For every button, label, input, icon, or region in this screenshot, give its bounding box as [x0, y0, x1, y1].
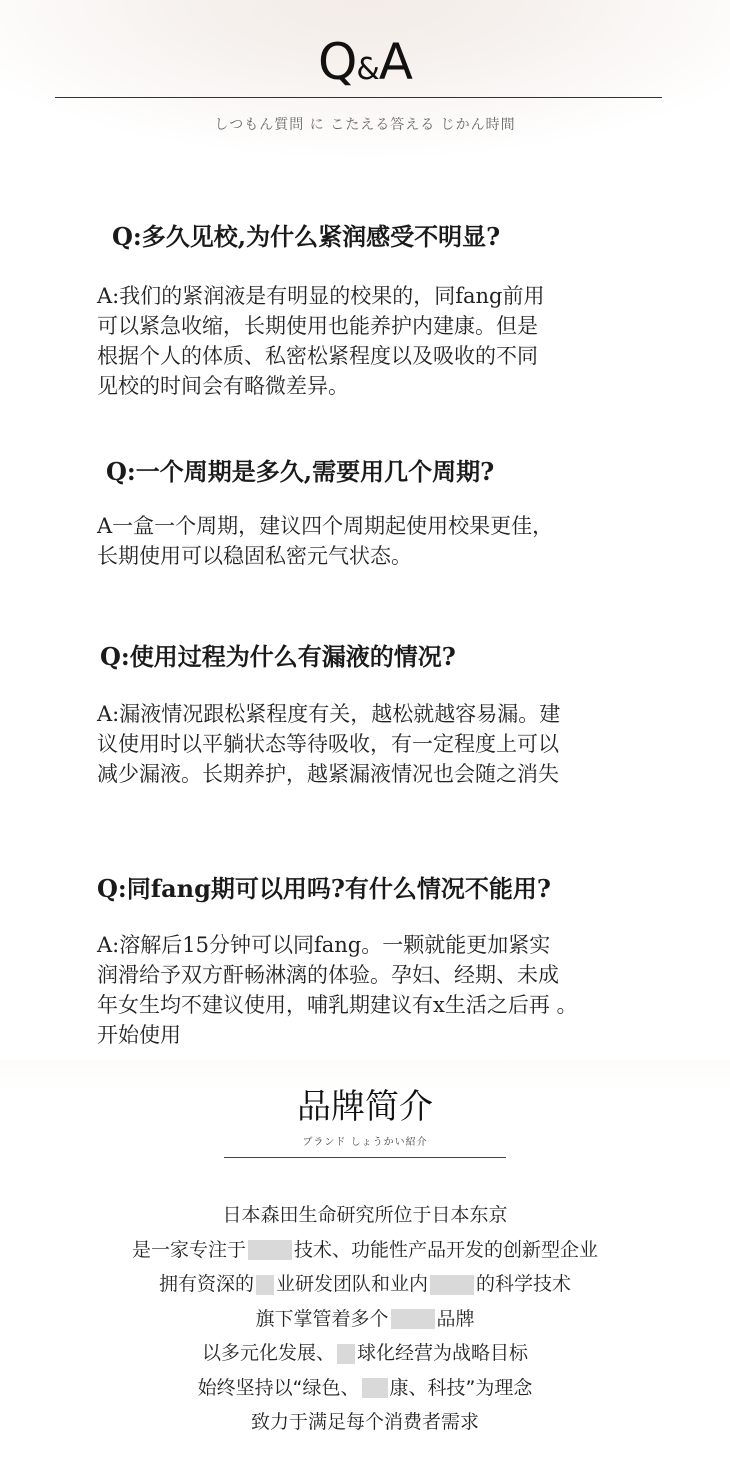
brand-subtitle: ブランド しょうかい紹介	[302, 1137, 428, 1148]
question-4: Q:同fang期可以用吗?有什么情况不能用?	[97, 874, 551, 903]
header-background	[0, 0, 730, 200]
answer-2	[97, 511, 657, 571]
answer-line: A一盒一个周期，建议四个周期起使用校果更佳，	[97, 514, 554, 538]
heading-divider	[55, 97, 662, 98]
answer-line: 长期使用可以稳固私密元气状态。	[97, 544, 412, 568]
brand-line: 始终坚持以“绿色、 康、科技”为理念	[197, 1376, 533, 1399]
qa-heading: Q&A	[318, 33, 412, 91]
answer-line: 润滑给予双方酐畅淋漓的体验。孕妇、经期、未成	[97, 963, 559, 987]
brand-line: 旗下掌管着多个 品牌	[255, 1307, 475, 1330]
answer-line: 减少漏液。长期养护，越紧漏液情况也会随之消失	[97, 762, 559, 786]
brand-line: 日本森田生命研究所位于日本东京	[222, 1204, 508, 1226]
answer-4	[97, 930, 657, 1050]
answer-line: A:溶解后15分钟可以同fang。一颗就能更加紧实	[97, 933, 551, 957]
question-3: Q:使用过程为什么有漏液的情况?	[100, 642, 456, 671]
answer-line: 根据个人的体质、私密松紧程度以及吸收的不同	[97, 344, 538, 368]
redaction-block	[248, 1240, 292, 1260]
answer-line: 可以紧急收缩，长期使用也能养护内建康。但是	[97, 314, 538, 338]
answer-line: A:漏液情况跟松紧程度有关，越松就越容易漏。建	[97, 702, 561, 726]
answer-line: 见校的时间会有略微差异。	[97, 374, 349, 398]
answer-line: A:我们的紧润液是有明显的校果的，同fang前用	[97, 284, 545, 308]
brand-description	[0, 1198, 730, 1440]
brand-line: 致力于满足每个消费者需求	[250, 1411, 479, 1433]
question-1: Q:多久见校,为什么紧润感受不明显?	[112, 222, 501, 251]
brand-divider	[224, 1157, 506, 1158]
answer-1	[97, 281, 657, 401]
redaction-block	[391, 1309, 435, 1329]
answer-line: 议使用时以平躺状态等待吸收，有一定程度上可以	[97, 732, 559, 756]
redaction-block	[337, 1344, 355, 1364]
redaction-block	[256, 1275, 274, 1295]
answer-line: 开始使用	[97, 1023, 181, 1047]
redaction-block	[430, 1275, 474, 1295]
qa-subtitle: しつもん質問 に こたえる答える じかん時間	[214, 117, 516, 133]
answer-3	[97, 699, 657, 789]
brand-line: 拥有资深的 业研发团队和业内 的科学技术	[158, 1273, 572, 1295]
brand-heading: 品牌简介	[297, 1087, 433, 1127]
brand-line: 以多元化发展、 球化经营为战略目标	[201, 1342, 529, 1364]
answer-line: 年女生均不建议使用，哺乳期建议有x生活之后再 。	[97, 993, 578, 1017]
redaction-block	[362, 1378, 388, 1398]
question-2: Q:一个周期是多久,需要用几个周期?	[106, 457, 495, 486]
brand-line: 是一家专注于 技术、功能性产品开发的创新型企业	[131, 1238, 599, 1261]
